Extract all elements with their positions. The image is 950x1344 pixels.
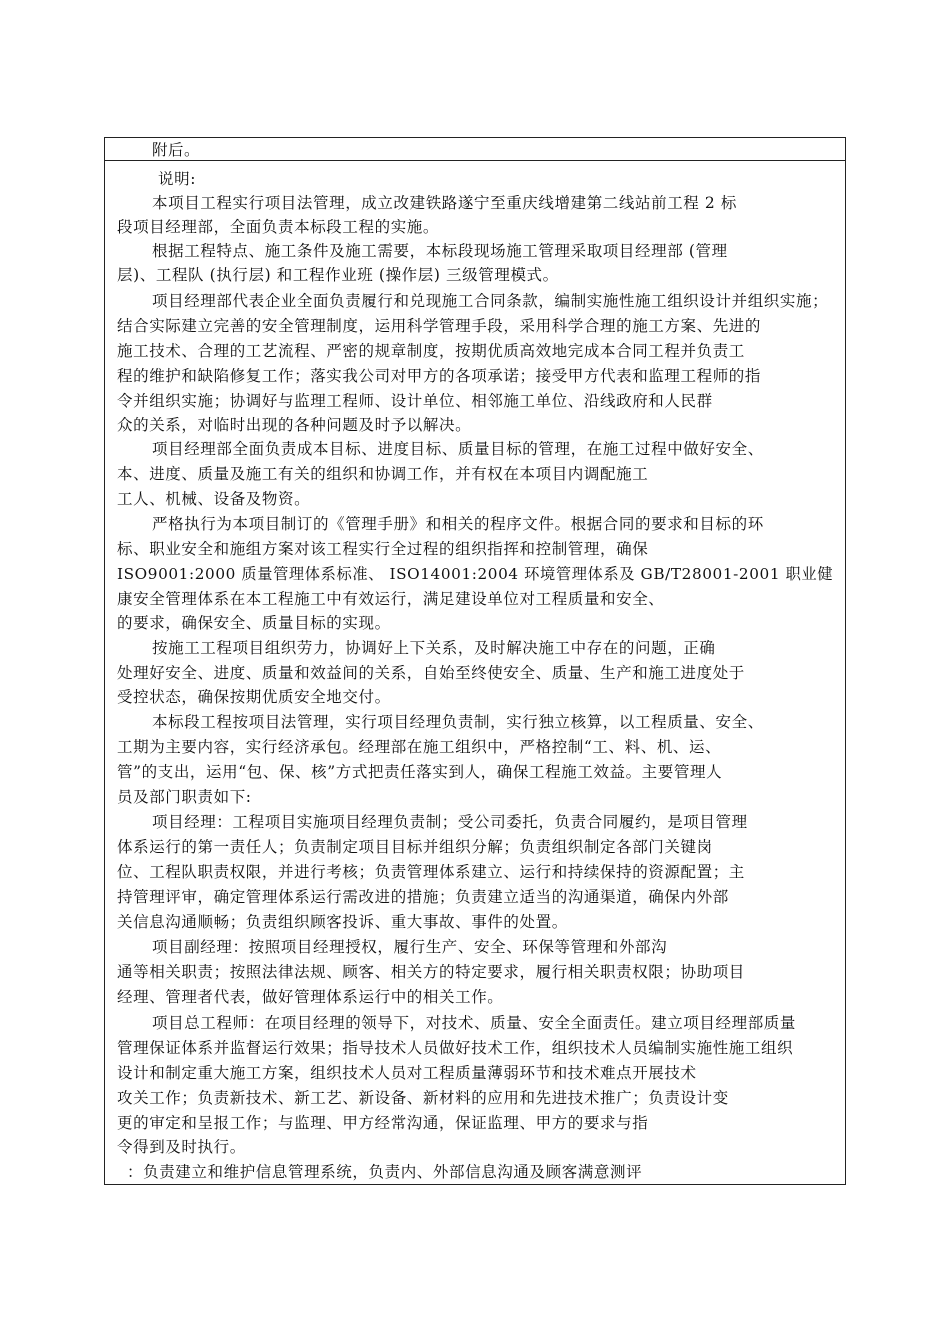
text-line: 程的维护和缺陷修复工作；落实我公司对甲方的各项承诺；接受甲方代表和监理工程师的指 [117,367,762,385]
text-line: ISO9001:2000 质量管理体系标准、 ISO14001:2004 环境管理体系及 GB/T28001-2001 职业健 [117,565,834,583]
text-line: 层)、工程队 (执行层) 和工程作业班 (操作层) 三级管理模式。 [117,266,559,284]
text-line: 按施工工程项目组织劳力，协调好上下关系，及时解决施工中存在的问题，正确 [152,639,716,657]
text-line: 项目副经理：按照项目经理授权，履行生产、安全、环保等管理和外部沟 [152,938,668,956]
text-line: 体系运行的第一责任人；负责制定项目目标并组织分解；负责组织制定各部门关键岗 [117,838,713,856]
top-cell-text: 附后。 [152,141,201,159]
text-line: 通等相关职责；按照法律法规、顾客、相关方的特定要求，履行相关职责权限；协助项目 [117,963,745,981]
text-line: 的要求，确保安全、质量目标的实现。 [117,614,391,632]
text-line: 项目经理部全面负责成本目标、进度目标、质量目标的管理，在施工过程中做好安全、 [152,440,764,458]
text-line: 工期为主要内容，实行经济承包。经理部在施工组织中，严格控制“工、料、机、运、 [117,738,722,756]
text-line: 持管理评审，确定管理体系运行需改进的措施；负责建立适当的沟通渠道，确保内外部 [117,888,729,906]
text-line: 严格执行为本项目制订的《管理手册》和相关的程序文件。根据合同的要求和目标的环 [152,515,764,533]
text-line: 标、职业安全和施组方案对该工程实行全过程的组织指挥和控制管理，确保 [117,540,649,558]
text-line: 关信息沟通顺畅；负责组织顾客投诉、重大事故、事件的处置。 [117,913,568,931]
text-line: 项目总工程师：在项目经理的领导下，对技术、质量、安全全面责任。建立项目经理部质量 [152,1014,797,1032]
text-line: 令得到及时执行。 [117,1138,246,1156]
text-line: 员及部门职责如下: [117,788,252,806]
text-line: 众的关系，对临时出现的各种问题及时予以解决。 [117,416,472,434]
text-line: 处理好安全、进度、质量和效益间的关系，自始至终使安全、质量、生产和施工进度处于 [117,664,745,682]
text-line: 施工技术、合理的工艺流程、严密的规章制度，按期优质高效地完成本合同工程并负责工 [117,342,745,360]
text-line: 更的审定和呈报工作；与监理、甲方经常沟通，保证监理、甲方的要求与指 [117,1114,649,1132]
text-line: 工人、机械、设备及物资。 [117,490,311,508]
text-line: 令并组织实施；协调好与监理工程师、设计单位、相邻施工单位、沿线政府和人民群 [117,392,713,410]
text-line: 项目经理部代表企业全面负责履行和兑现施工合同条款，编制实施性施工组织设计并组织实施； [152,292,829,310]
text-line: ：负责建立和维护信息管理系统，负责内、外部信息沟通及顾客满意测评 [127,1163,643,1181]
text-line: 攻关工作；负责新技术、新工艺、新设备、新材料的应用和先进技术推广；负责设计变 [117,1089,729,1107]
text-line: 结合实际建立完善的安全管理制度，运用科学管理手段，采用科学合理的施工方案、先进的 [117,317,762,335]
text-line: 受控状态，确保按期优质安全地交付。 [117,688,391,706]
text-line: 康安全管理体系在本工程施工中有效运行，满足建设单位对工程质量和安全、 [117,590,665,608]
text-line: 项目经理：工程项目实施项目经理负责制；受公司委托，负责合同履约，是项目管理 [152,813,748,831]
text-line: 管理保证体系并监督运行效果；指导技术人员做好技术工作，组织技术人员编制实施性施工组织 [117,1039,794,1057]
text-line: 本标段工程按项目法管理，实行项目经理负责制，实行独立核算，以工程质量、安全、 [152,713,764,731]
text-line: 说明: [158,170,197,188]
text-line: 管”的支出，运用“包、保、核”方式把责任落实到人，确保工程施工效益。主要管理人 [117,763,723,781]
text-line: 本、进度、质量及施工有关的组织和协调工作，并有权在本项目内调配施工 [117,465,649,483]
table-row-divider [104,160,846,161]
text-line: 根据工程特点、施工条件及施工需要，本标段现场施工管理采取项目经理部 (管理 [152,242,728,260]
text-line: 本项目工程实行项目法管理，成立改建铁路遂宁至重庆线增建第二线站前工程 2 标 [152,194,738,212]
text-line: 经理、管理者代表，做好管理体系运行中的相关工作。 [117,988,504,1006]
text-line: 位、工程队职责权限，并进行考核；负责管理体系建立、运行和持续保持的资源配置；主 [117,863,745,881]
text-line: 段项目经理部，全面负责本标段工程的实施。 [117,218,440,236]
text-line: 设计和制定重大施工方案，组织技术人员对工程质量薄弱环节和技术难点开展技术 [117,1064,697,1082]
